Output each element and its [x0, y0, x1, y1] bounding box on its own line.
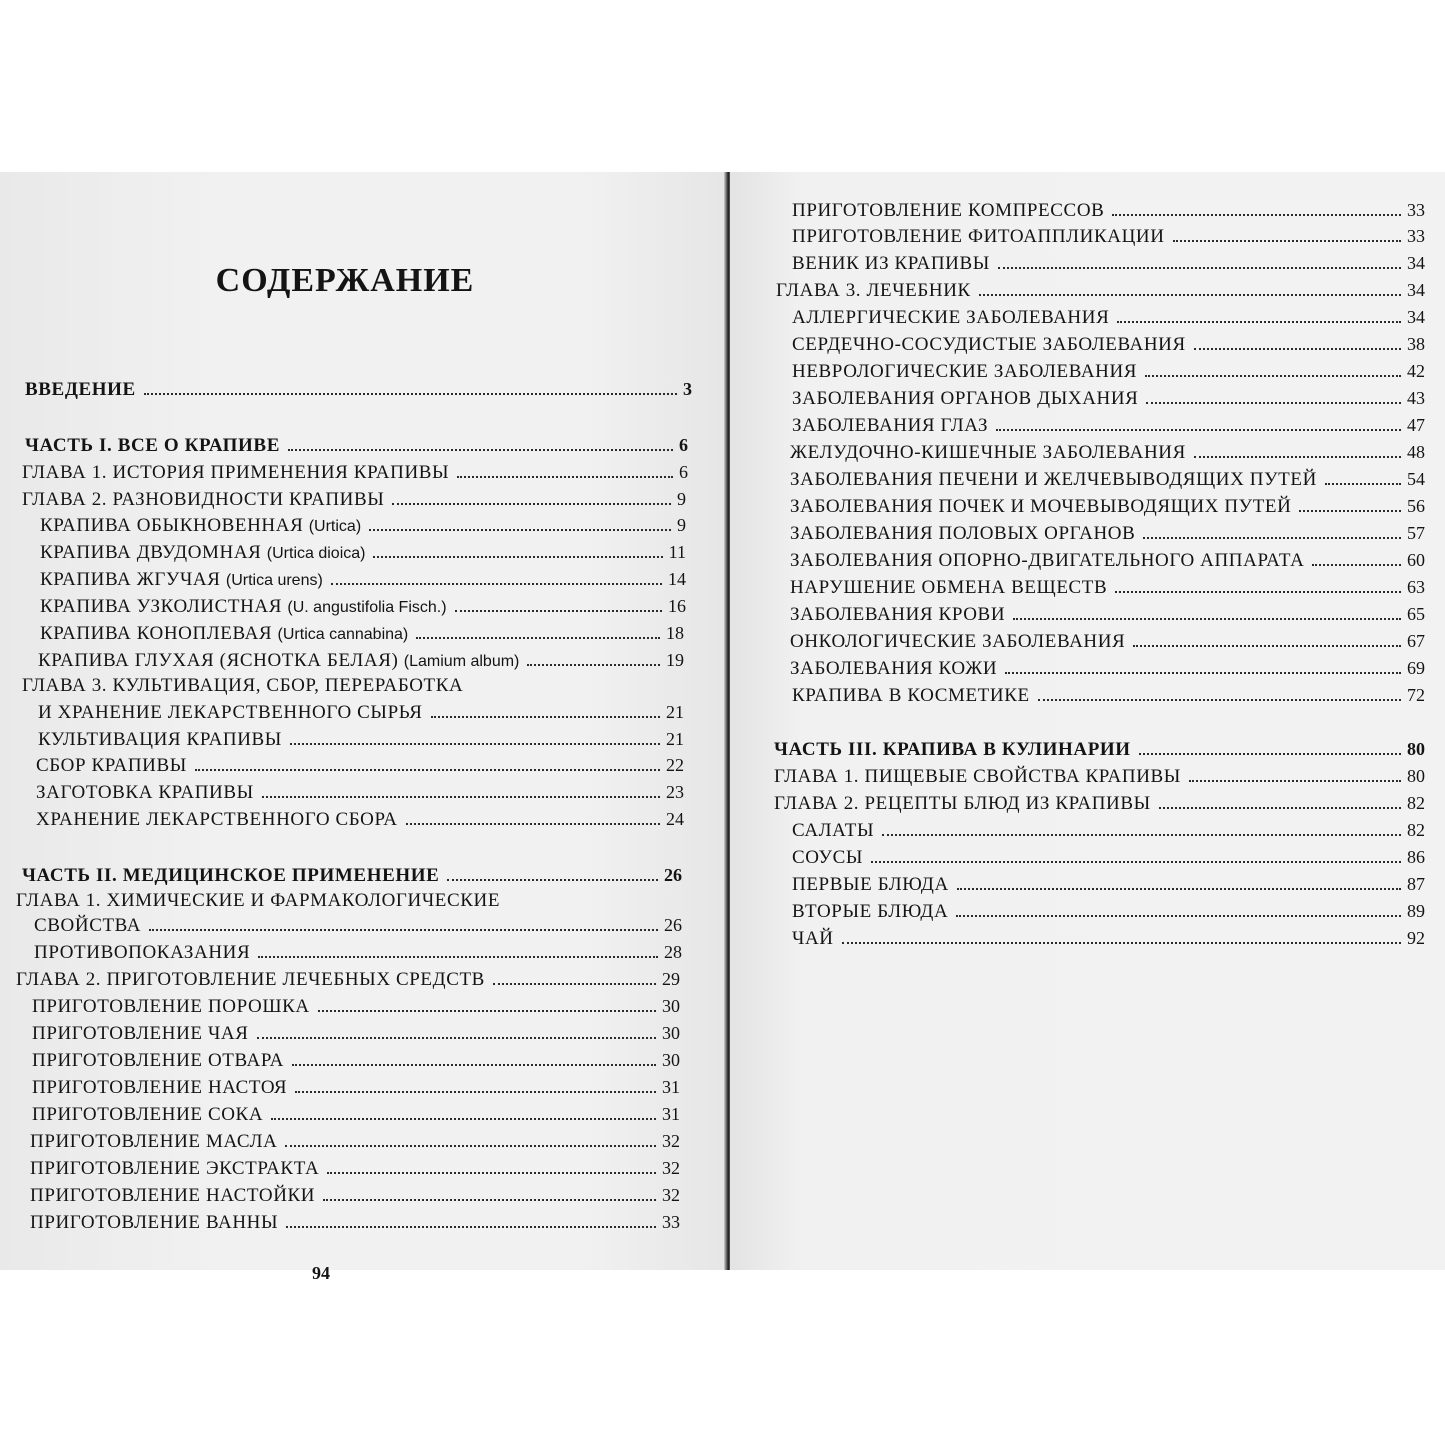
toc-entry-title: [22, 462, 449, 484]
toc-entry-title: [792, 226, 1165, 248]
toc-entry-title: [790, 658, 997, 680]
toc-entry-title: [16, 969, 485, 991]
toc-entry: [792, 927, 1425, 950]
toc-entry-text: КРАПИВА ГЛУХАЯ (ЯСНОТКА БЕЛАЯ): [38, 650, 399, 671]
dot-leader: [996, 427, 1401, 431]
toc-entry: [790, 522, 1425, 545]
dot-leader: [1299, 508, 1401, 512]
dot-leader: [1133, 643, 1401, 647]
dot-leader: [447, 877, 658, 881]
toc-entry-text: ЗАБОЛЕВАНИЯ КОЖИ: [790, 658, 998, 679]
toc-entry-text: КРАПИВА КОНОПЛЕВАЯ: [40, 623, 273, 644]
toc-entry-title: [32, 1104, 263, 1126]
toc-entry-title: [34, 915, 141, 937]
toc-entry-title: [792, 928, 834, 950]
dot-leader: [144, 391, 677, 395]
toc-entry-page-number: 80: [1407, 739, 1425, 759]
toc-entry-text: НАРУШЕНИЕ ОБМЕНА ВЕЩЕСТВ: [790, 577, 1108, 598]
toc-entry-text: НЕВРОЛОГИЧЕСКИЕ ЗАБОЛЕВАНИЯ: [792, 361, 1138, 382]
toc-entry-text: ВВЕДЕНИЕ: [25, 379, 136, 400]
toc-entry-page-number: 34: [1407, 307, 1425, 327]
toc-entry-title: [40, 542, 365, 565]
toc-entry-text: ПРИГОТОВЛЕНИЕ ФИТОАППЛИКАЦИИ: [792, 226, 1165, 247]
dot-leader: [1173, 238, 1401, 242]
toc-entry-text: ЗАБОЛЕВАНИЯ ПЕЧЕНИ И ЖЕЛЧЕВЫВОДЯЩИХ ПУТЕЙ: [790, 469, 1317, 490]
toc-entry-page-number: 9: [677, 515, 686, 535]
toc-entry-text: КРАПИВА В КОСМЕТИКЕ: [792, 685, 1030, 706]
toc-entry: [790, 495, 1425, 518]
toc-entry-page-number: 28: [664, 942, 682, 962]
toc-entry: [30, 1157, 680, 1180]
toc-entry-title: [790, 631, 1125, 653]
toc-entry-page-number: 54: [1407, 469, 1425, 489]
toc-entry-title: [40, 515, 361, 538]
dot-leader: [271, 1116, 656, 1120]
toc-entry-title: [30, 1131, 277, 1153]
toc-entry: [22, 461, 688, 484]
toc-entry-page-number: 87: [1407, 874, 1425, 894]
toc-entry-text: ЗАБОЛЕВАНИЯ ПОЛОВЫХ ОРГАНОВ: [790, 523, 1136, 544]
toc-entry-page-number: 32: [662, 1158, 680, 1178]
toc-entry-text: ЗАБОЛЕВАНИЯ ГЛАЗ: [792, 415, 989, 436]
toc-entry-text: ГЛАВА 3. КУЛЬТИВАЦИЯ, СБОР, ПЕРЕРАБОТКА: [22, 675, 464, 696]
dot-leader: [1194, 454, 1401, 458]
dot-leader: [527, 662, 660, 666]
toc-entry-title: [792, 415, 988, 437]
dot-leader: [1189, 778, 1401, 782]
toc-entry-text: ЗАБОЛЕВАНИЯ КРОВИ: [790, 604, 1006, 625]
toc-entry: [30, 1211, 680, 1234]
toc-entry-title: [36, 809, 398, 831]
toc-entry-text: САЛАТЫ: [792, 820, 875, 841]
dot-leader: [1159, 805, 1401, 809]
toc-entry: [792, 387, 1425, 410]
toc-entry-latin-name: (Urtica urens): [225, 572, 323, 589]
toc-entry-title: [792, 200, 1104, 222]
toc-entry: [16, 968, 680, 991]
toc-entry-text: ПЕРВЫЕ БЛЮДА: [792, 874, 949, 895]
toc-entry-title: [38, 729, 282, 751]
toc-entry-page-number: 60: [1407, 550, 1425, 570]
toc-entry-page-number: 33: [1407, 226, 1425, 246]
toc-entry-text: АЛЛЕРГИЧЕСКИЕ ЗАБОЛЕВАНИЯ: [792, 307, 1110, 328]
toc-entry-page-number: 24: [666, 809, 684, 829]
toc-entry-page-number: 6: [679, 462, 688, 482]
dot-leader: [323, 1197, 656, 1201]
toc-entry-page-number: 21: [666, 702, 684, 722]
toc-entry-text: ЗАБОЛЕВАНИЯ ПОЧЕК И МОЧЕВЫВОДЯЩИХ ПУТЕЙ: [790, 496, 1292, 517]
toc-entry-page-number: 82: [1407, 793, 1425, 813]
toc-entry: [790, 468, 1425, 491]
toc-entry-text: ГЛАВА 2. РЕЦЕПТЫ БЛЮД ИЗ КРАПИВЫ: [774, 793, 1151, 814]
dot-leader: [471, 689, 678, 691]
toc-entry-title: [30, 1212, 278, 1234]
toc-entry-text: ГЛАВА 2. ПРИГОТОВЛЕНИЕ ЛЕЧЕБНЫХ СРЕДСТВ: [16, 969, 485, 990]
toc-entry-text: ВТОРЫЕ БЛЮДА: [792, 901, 949, 922]
right-page: [730, 172, 1445, 1270]
toc-entry-text: ЧАЙ: [792, 928, 834, 949]
dot-leader: [998, 265, 1401, 269]
toc-entry-title: [792, 307, 1109, 329]
toc-entry: [40, 514, 686, 538]
toc-entry-text: ГЛАВА 3. ЛЕЧЕБНИК: [776, 280, 971, 301]
toc-entry-page-number: 14: [668, 569, 686, 589]
dot-leader: [1013, 616, 1401, 620]
dot-leader: [290, 741, 660, 745]
toc-entry: [40, 541, 686, 565]
dot-leader: [285, 1143, 656, 1147]
toc-entry-text: ПРИГОТОВЛЕНИЕ ВАННЫ: [30, 1212, 279, 1233]
toc-entry-text: ПРИГОТОВЛЕНИЕ ЭКСТРАКТА: [30, 1158, 320, 1179]
dot-leader: [1139, 751, 1401, 755]
toc-entry: [30, 1130, 680, 1153]
toc-entry: [36, 781, 684, 804]
dot-leader: [1146, 400, 1401, 404]
toc-entry-latin-name: (Urtica cannabina): [277, 626, 409, 643]
toc-entry: [32, 1049, 680, 1072]
toc-entry-title: [38, 702, 423, 724]
toc-entry-page-number: 65: [1407, 604, 1425, 624]
toc-entry-text: ГЛАВА 1. ИСТОРИЯ ПРИМЕНЕНИЯ КРАПИВЫ: [22, 462, 450, 483]
toc-entry-text: СВОЙСТВА: [34, 915, 142, 936]
toc-entry: [22, 675, 684, 697]
dot-leader: [455, 608, 662, 612]
toc-entry-title: [30, 1158, 319, 1180]
toc-entry-page-number: 9: [677, 489, 686, 509]
toc-entry-page-number: 82: [1407, 820, 1425, 840]
toc-entry-page-number: 72: [1407, 685, 1425, 705]
toc-entry-title: [792, 388, 1138, 410]
dot-leader: [871, 859, 1401, 863]
dot-leader: [416, 635, 660, 639]
toc-entry-title: [25, 435, 280, 457]
toc-entry-page-number: 89: [1407, 901, 1425, 921]
dot-leader: [1115, 589, 1401, 593]
toc-entry-page-number: 26: [664, 865, 682, 885]
toc-entry: [774, 738, 1425, 761]
toc-entry: [792, 414, 1425, 437]
toc-entry: [792, 873, 1425, 896]
toc-entry: [32, 1103, 680, 1126]
toc-entry-page-number: 30: [662, 1050, 680, 1070]
toc-entry-page-number: 63: [1407, 577, 1425, 597]
toc-entry-title: [30, 1185, 315, 1207]
dot-leader: [1112, 212, 1401, 216]
toc-entry-title: [792, 874, 949, 896]
dot-leader: [508, 904, 676, 906]
toc-entry-page-number: 29: [662, 969, 680, 989]
dot-leader: [149, 927, 658, 931]
toc-entry-page-number: 23: [666, 782, 684, 802]
toc-entry-page-number: 67: [1407, 631, 1425, 651]
dot-leader: [257, 1035, 656, 1039]
toc-entry: [36, 808, 684, 831]
toc-entry-title: [790, 577, 1107, 599]
toc-entry: [792, 252, 1425, 275]
toc-entry: [32, 995, 680, 1018]
dot-leader: [1194, 346, 1401, 350]
toc-entry: [790, 657, 1425, 680]
dot-leader: [331, 581, 662, 585]
toc-entry-title: [38, 650, 519, 673]
toc-entry-page-number: 56: [1407, 496, 1425, 516]
toc-entry-page-number: 11: [668, 542, 686, 562]
toc-entry-text: ПРИГОТОВЛЕНИЕ МАСЛА: [30, 1131, 278, 1152]
toc-entry: [790, 549, 1425, 572]
dot-leader: [373, 554, 662, 558]
toc-entry-latin-name: (Urtica): [308, 518, 362, 535]
toc-entry-title: [774, 766, 1181, 788]
toc-entry: [38, 728, 684, 751]
toc-entry: [16, 890, 682, 912]
page-number: 94: [312, 1263, 330, 1283]
toc-entry-title: [790, 496, 1291, 518]
toc-entry-page-number: 26: [664, 915, 682, 935]
dot-leader: [457, 474, 673, 478]
toc-entry-text: ВЕНИК ИЗ КРАПИВЫ: [792, 253, 990, 274]
toc-entry-page-number: 86: [1407, 847, 1425, 867]
dot-leader: [262, 794, 660, 798]
toc-entry: [790, 576, 1425, 599]
toc-entry-text: ГЛАВА 1. ХИМИЧЕСКИЕ И ФАРМАКОЛОГИЧЕСКИЕ: [16, 890, 501, 911]
toc-entry-text: КРАПИВА ДВУДОМНАЯ: [40, 542, 262, 563]
toc-entry: [40, 622, 684, 646]
dot-leader: [369, 527, 671, 531]
toc-entry-text: ПРИГОТОВЛЕНИЕ ЧАЯ: [32, 1023, 249, 1044]
toc-entry-title: [792, 901, 948, 923]
toc-entry-page-number: 31: [662, 1104, 680, 1124]
page-title: СОДЕРЖАНИЕ: [215, 262, 475, 299]
toc-entry-text: КРАПИВА УЗКОЛИСТНАЯ: [40, 596, 283, 617]
toc-entry-page-number: 21: [666, 729, 684, 749]
toc-entry-title: [790, 442, 1186, 464]
toc-entry-title: [792, 685, 1030, 707]
dot-leader: [1143, 535, 1401, 539]
toc-entry-page-number: 34: [1407, 253, 1425, 273]
toc-entry-title: [774, 739, 1131, 761]
toc-entry-title: [25, 379, 136, 401]
toc-entry-text: КРАПИВА ОБЫКНОВЕННАЯ: [40, 515, 304, 536]
toc-entry: [774, 765, 1425, 788]
toc-entry-page-number: 33: [662, 1212, 680, 1232]
toc-entry-text: ОНКОЛОГИЧЕСКИЕ ЗАБОЛЕВАНИЯ: [790, 631, 1126, 652]
dot-leader: [1038, 697, 1401, 701]
toc-entry: [40, 568, 686, 592]
toc-entry: [792, 846, 1425, 869]
toc-entry-title: [36, 755, 187, 777]
toc-entry-title: [792, 253, 990, 275]
toc-entry-page-number: 32: [662, 1131, 680, 1151]
dot-leader: [392, 501, 671, 505]
toc-entry-text: ПРИГОТОВЛЕНИЕ НАСТОЯ: [32, 1077, 288, 1098]
toc-entry: [32, 1022, 680, 1045]
toc-entry-page-number: 80: [1407, 766, 1425, 786]
toc-entry: [25, 434, 688, 457]
toc-entry: [792, 225, 1425, 248]
dot-leader: [327, 1170, 656, 1174]
toc-entry-page-number: 34: [1407, 280, 1425, 300]
toc-entry-title: [16, 890, 500, 912]
toc-entry-title: [32, 1050, 284, 1072]
dot-leader: [195, 767, 660, 771]
dot-leader: [295, 1089, 656, 1093]
toc-entry-title: [790, 604, 1005, 626]
toc-entry-page-number: 6: [679, 435, 688, 455]
toc-entry-title: [790, 550, 1304, 572]
toc-entry: [792, 819, 1425, 842]
toc-entry: [792, 306, 1425, 329]
toc-entry-latin-name: (U. angustifolia Fisch.): [287, 599, 447, 616]
toc-entry-title: [790, 523, 1135, 545]
toc-entry-text: КРАПИВА ЖГУЧАЯ: [40, 569, 221, 590]
toc-entry-title: [32, 1023, 249, 1045]
toc-entry: [22, 488, 686, 511]
toc-entry-page-number: 22: [666, 755, 684, 775]
toc-entry: [792, 900, 1425, 923]
toc-entry: [790, 603, 1425, 626]
toc-entry-page-number: 3: [683, 379, 692, 399]
toc-entry-page-number: 57: [1407, 523, 1425, 543]
toc-entry-text: ЗАГОТОВКА КРАПИВЫ: [36, 782, 254, 803]
toc-entry-text: ЧАСТЬ I. ВСЕ О КРАПИВЕ: [25, 435, 280, 456]
toc-entry-page-number: 31: [662, 1077, 680, 1097]
toc-entry-title: [790, 469, 1317, 491]
toc-entry: [38, 649, 684, 673]
dot-leader: [288, 447, 673, 451]
toc-entry: [774, 792, 1425, 815]
toc-entry-text: ПРИГОТОВЛЕНИЕ СОКА: [32, 1104, 264, 1125]
dot-leader: [1145, 373, 1401, 377]
toc-entry-page-number: 92: [1407, 928, 1425, 948]
toc-entry-title: [40, 623, 408, 646]
toc-entry: [30, 1184, 680, 1207]
toc-entry: [792, 360, 1425, 383]
toc-entry: [38, 701, 684, 724]
toc-entry: [792, 684, 1425, 707]
dot-leader: [286, 1224, 656, 1228]
toc-entry-title: [32, 1077, 287, 1099]
toc-entry-page-number: 16: [668, 596, 686, 616]
toc-entry-text: ХРАНЕНИЕ ЛЕКАРСТВЕННОГО СБОРА: [36, 809, 398, 830]
toc-entry-text: ГЛАВА 1. ПИЩЕВЫЕ СВОЙСТВА КРАПИВЫ: [774, 766, 1181, 787]
toc-entry-page-number: 32: [662, 1185, 680, 1205]
toc-entry-text: И ХРАНЕНИЕ ЛЕКАРСТВЕННОГО СЫРЬЯ: [38, 702, 423, 723]
toc-entry-page-number: 18: [666, 623, 684, 643]
dot-leader: [258, 954, 658, 958]
toc-entry-title: [22, 865, 439, 887]
toc-entry-page-number: 30: [662, 996, 680, 1016]
toc-entry-latin-name: (Lamium album): [403, 653, 520, 670]
toc-entry-page-number: 48: [1407, 442, 1425, 462]
dot-leader: [318, 1008, 656, 1012]
toc-entry-text: СОУСЫ: [792, 847, 864, 868]
toc-entry: [25, 378, 692, 401]
toc-entry-page-number: 19: [666, 650, 684, 670]
toc-entry: [792, 333, 1425, 356]
dot-leader: [493, 981, 656, 985]
dot-leader: [1005, 670, 1401, 674]
toc-entry-text: СБОР КРАПИВЫ: [36, 755, 187, 776]
toc-entry-text: ГЛАВА 2. РАЗНОВИДНОСТИ КРАПИВЫ: [22, 489, 385, 510]
dot-leader: [431, 714, 660, 718]
toc-entry-title: [792, 847, 863, 869]
toc-entry-text: КУЛЬТИВАЦИЯ КРАПИВЫ: [38, 729, 282, 750]
toc-entry-title: [774, 793, 1151, 815]
toc-entry: [32, 1076, 680, 1099]
toc-entry-page-number: 30: [662, 1023, 680, 1043]
toc-entry: [792, 199, 1425, 222]
toc-entry: [40, 595, 686, 619]
toc-entry-page-number: 43: [1407, 388, 1425, 408]
toc-entry-page-number: 69: [1407, 658, 1425, 678]
dot-leader: [292, 1062, 656, 1066]
dot-leader: [979, 292, 1401, 296]
toc-entry-text: ЗАБОЛЕВАНИЯ ОПОРНО-ДВИГАТЕЛЬНОГО АППАРАТА: [790, 550, 1305, 571]
dot-leader: [957, 886, 1401, 890]
toc-entry: [36, 754, 684, 777]
toc-entry-title: [32, 996, 310, 1018]
toc-entry-latin-name: (Urtica dioica): [266, 545, 366, 562]
dot-leader: [956, 913, 1401, 917]
toc-entry-page-number: 47: [1407, 415, 1425, 435]
toc-entry: [22, 864, 682, 887]
toc-entry: [776, 279, 1425, 302]
toc-entry-title: [792, 820, 874, 842]
toc-entry-text: СЕРДЕЧНО-СОСУДИСТЫЕ ЗАБОЛЕВАНИЯ: [792, 334, 1186, 355]
toc-entry-text: ПРИГОТОВЛЕНИЕ КОМПРЕССОВ: [792, 200, 1105, 221]
dot-leader: [842, 940, 1401, 944]
toc-entry: [790, 441, 1425, 464]
book-spread: [0, 172, 1445, 1283]
toc-entry-title: [776, 280, 971, 302]
dot-leader: [882, 832, 1401, 836]
toc-entry: [34, 941, 682, 964]
toc-entry-text: ЗАБОЛЕВАНИЯ ОРГАНОВ ДЫХАНИЯ: [792, 388, 1139, 409]
toc-entry-title: [792, 334, 1186, 356]
toc-entry-title: [40, 596, 447, 619]
toc-entry-text: ЧАСТЬ III. КРАПИВА В КУЛИНАРИИ: [774, 739, 1131, 760]
dot-leader: [1117, 319, 1401, 323]
toc-entry-text: ПРИГОТОВЛЕНИЕ НАСТОЙКИ: [30, 1185, 316, 1206]
toc-entry-text: ЖЕЛУДОЧНО-КИШЕЧНЫЕ ЗАБОЛЕВАНИЯ: [790, 442, 1186, 463]
toc-entry: [790, 630, 1425, 653]
toc-entry-title: [34, 942, 250, 964]
toc-entry: [34, 914, 682, 937]
dot-leader: [406, 821, 660, 825]
toc-entry-page-number: 33: [1407, 200, 1425, 220]
toc-entry-title: [22, 489, 384, 511]
dot-leader: [1325, 481, 1401, 485]
toc-entry-text: ПРИГОТОВЛЕНИЕ ОТВАРА: [32, 1050, 284, 1071]
toc-entry-title: [40, 569, 323, 592]
toc-entry-text: ЧАСТЬ II. МЕДИЦИНСКОЕ ПРИМЕНЕНИЕ: [22, 865, 440, 886]
dot-leader: [1312, 562, 1401, 566]
toc-entry-text: ПРОТИВОПОКАЗАНИЯ: [34, 942, 251, 963]
toc-entry-page-number: 38: [1407, 334, 1425, 354]
toc-entry-title: [792, 361, 1137, 383]
toc-entry-title: [22, 675, 463, 697]
left-page: [0, 172, 726, 1283]
toc-entry-page-number: 42: [1407, 361, 1425, 381]
toc-entry-text: ПРИГОТОВЛЕНИЕ ПОРОШКА: [32, 996, 310, 1017]
toc-entry-title: [36, 782, 254, 804]
